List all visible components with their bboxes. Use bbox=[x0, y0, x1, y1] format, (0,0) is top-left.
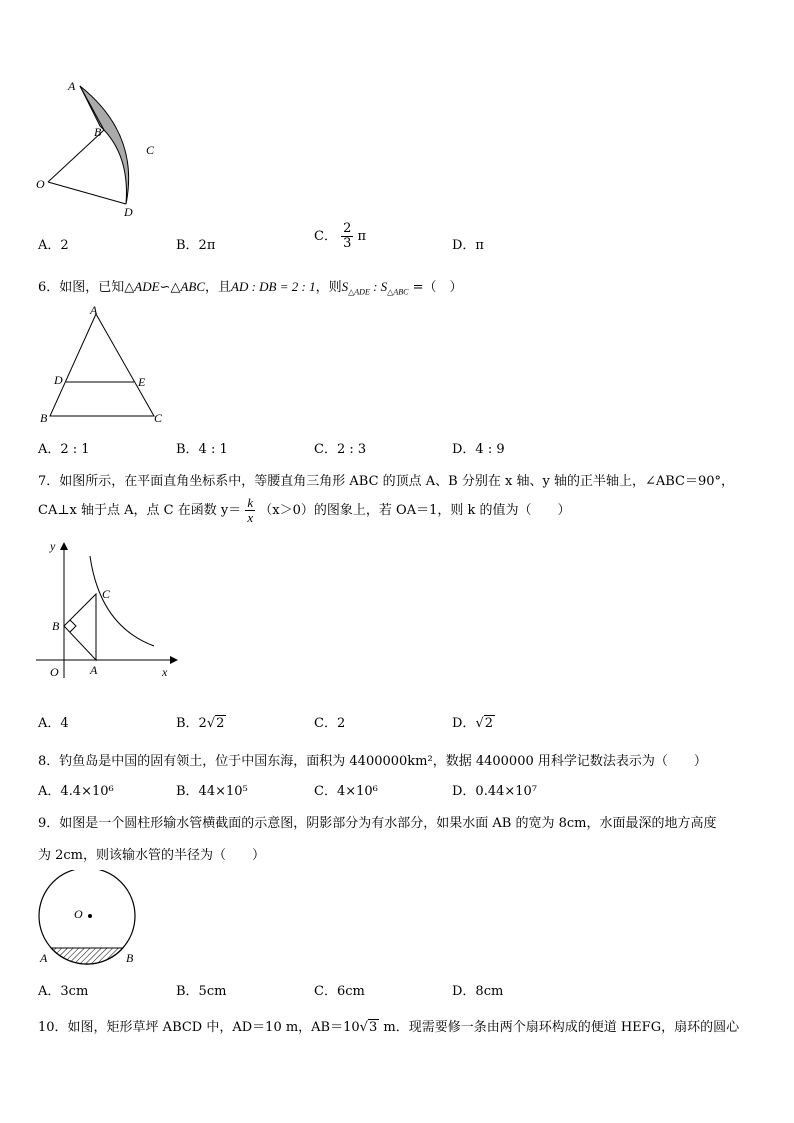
q8-stem: 8．钓鱼岛是中国的固有领土，位于中国东海，面积为 4400000km²，数据 4400000 用科学记数法表示为（ ） bbox=[38, 754, 707, 769]
q9-option-b: B．5cm bbox=[176, 984, 227, 999]
q9-option-d: D．8cm bbox=[452, 984, 504, 999]
q10-radical-prefix: 10 bbox=[343, 1020, 360, 1035]
q9-figure bbox=[32, 870, 152, 970]
q7-figure bbox=[30, 536, 180, 682]
q5-option-c bbox=[314, 222, 366, 251]
q6-option-d: D．4 : 9 bbox=[452, 442, 505, 457]
q7-line2-part-b: （x＞0）的图象上，若 OA＝1，则 k 的值为（ ） bbox=[259, 503, 571, 518]
q5-option-c-prefix: C． bbox=[314, 229, 337, 244]
q9-label-b: B bbox=[126, 951, 134, 965]
q5-option-c-denominator: 3 bbox=[343, 236, 352, 251]
q7-label-b: B bbox=[52, 619, 60, 633]
q10-line: 10．如图，矩形草坪 ABCD 中，AD＝10 m，AB＝10√3 m．现需要修一条由两个扇环构成的便道 HEFG，扇环的圆心 bbox=[38, 1020, 740, 1035]
q9-center-point bbox=[88, 914, 92, 918]
q6-stem-end: =（ ） bbox=[408, 280, 463, 295]
q10-part-a: 10．如图，矩形草坪 ABCD 中，AD＝10 m，AB＝ bbox=[38, 1020, 344, 1035]
q10-radicand: 3 bbox=[368, 1020, 378, 1035]
q5-label-o: O bbox=[36, 177, 45, 191]
q7-fraction-denominator: x bbox=[247, 510, 254, 525]
q7-triangle bbox=[64, 594, 96, 660]
q6-area-2-sub: △ABC bbox=[387, 287, 409, 297]
q5-line-od bbox=[48, 182, 126, 204]
q7-option-b: B．2√2 bbox=[176, 716, 225, 731]
q5-option-c-suffix: π bbox=[357, 229, 367, 244]
q6-stem bbox=[38, 276, 462, 297]
q7-option-a: A．4 bbox=[38, 716, 69, 731]
q7-fraction bbox=[245, 496, 255, 525]
q7-hyperbola bbox=[90, 556, 154, 646]
q7-right-angle bbox=[70, 620, 76, 632]
q9-line2: 为 2cm，则该输水管的半径为（ ） bbox=[38, 848, 266, 863]
q6-area-1: S bbox=[341, 279, 349, 294]
q6-label-b: B bbox=[40, 411, 48, 425]
q7-option-d-prefix: D． bbox=[452, 716, 476, 731]
q7-fraction-numerator: k bbox=[247, 495, 254, 510]
q10-part-b: m．现需要修一条由两个扇环构成的便道 HEFG，扇环的圆心 bbox=[379, 1020, 740, 1035]
q5-option-c-numerator: 2 bbox=[343, 221, 352, 236]
q5-label-c: C bbox=[146, 143, 155, 157]
q6-label-a: A bbox=[90, 304, 98, 317]
q5-option-d: D．π bbox=[452, 238, 484, 253]
q7-line2 bbox=[38, 496, 571, 525]
q6-label-d: D bbox=[54, 373, 63, 387]
q9-label-o: O bbox=[74, 907, 83, 921]
q6-similarity: △ADE∽△ABC bbox=[124, 279, 205, 294]
q7-option-d-radicand: 2 bbox=[484, 716, 494, 731]
q6-figure bbox=[34, 304, 174, 426]
q7-line2-part-a: CA⊥x 轴于点 A，点 C 在函数 y＝ bbox=[38, 503, 242, 518]
q6-stem-part5: ，则 bbox=[315, 280, 342, 295]
q9-option-a: A．3cm bbox=[38, 984, 89, 999]
q5-figure bbox=[30, 74, 170, 224]
q6-ratio: AD : DB = 2 : 1 bbox=[231, 279, 316, 294]
q8-option-c: C．4×10⁶ bbox=[314, 784, 378, 799]
q7-line1: 7．如图所示，在平面直角坐标系中，等腰直角三角形 ABC 的顶点 A、B 分别在 x 轴、y 轴的正半轴上，∠ABC＝90°， bbox=[38, 474, 735, 489]
q9-label-a: A bbox=[40, 951, 48, 965]
q7-label-y: y bbox=[50, 539, 56, 553]
q8-option-d: D．0.44×10⁷ bbox=[452, 784, 538, 799]
q7-label-a: A bbox=[90, 663, 98, 677]
q5-option-b: B．2π bbox=[176, 238, 216, 253]
q5-label-b: B bbox=[94, 125, 102, 139]
q7-label-x: x bbox=[162, 665, 168, 679]
q9-line1: 9．如图是一个圆柱形输水管横截面的示意图，阴影部分为有水部分，如果水面 AB 的宽为 8cm，水面最深的地方高度 bbox=[38, 816, 717, 831]
q7-option-b-prefix: B．2 bbox=[176, 716, 207, 731]
q6-area-2: : S bbox=[369, 279, 388, 294]
q7-option-b-radicand: 2 bbox=[216, 716, 225, 731]
q7-y-arrow bbox=[60, 542, 68, 550]
q7-label-c: C bbox=[102, 587, 111, 601]
q7-x-arrow bbox=[170, 656, 178, 664]
q5-option-a: A．2 bbox=[38, 238, 69, 253]
q7-option-d: D．√2 bbox=[452, 716, 494, 731]
q6-label-c: C bbox=[154, 411, 163, 425]
q6-triangle-abc bbox=[50, 314, 154, 416]
q6-stem-part1: 6．如图，已知 bbox=[38, 280, 125, 295]
q6-area-1-sub: △ADE bbox=[348, 287, 370, 297]
q8-option-a: A．4.4×10⁶ bbox=[38, 784, 114, 799]
q6-option-a: A．2 : 1 bbox=[38, 442, 90, 457]
q7-option-c: C．2 bbox=[314, 716, 346, 731]
q6-option-b: B．4 : 1 bbox=[176, 442, 228, 457]
q6-stem-part3: ，且 bbox=[205, 280, 232, 295]
q7-label-o: O bbox=[50, 665, 59, 679]
q8-option-b: B．44×10⁵ bbox=[176, 784, 248, 799]
q5-option-c-fraction bbox=[341, 222, 353, 251]
q5-label-d: D bbox=[124, 205, 133, 219]
q9-option-c: C．6cm bbox=[314, 984, 365, 999]
q5-label-a: A bbox=[68, 79, 76, 93]
q6-label-e: E bbox=[138, 375, 146, 389]
q9-water-region bbox=[51, 948, 123, 964]
q6-option-c: C．2 : 3 bbox=[314, 442, 367, 457]
